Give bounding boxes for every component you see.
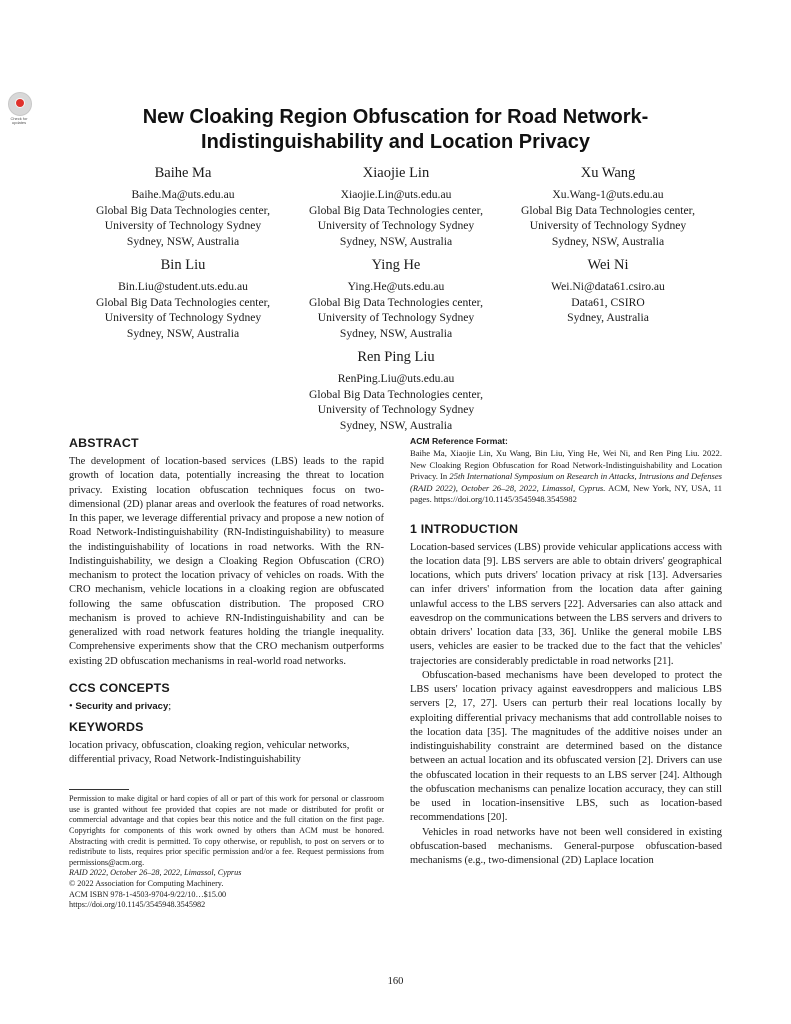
author-block — [498, 164, 718, 249]
author-affiliation: Data61, CSIRO — [571, 295, 645, 309]
author-affiliation: Global Big Data Technologies center, — [309, 295, 483, 309]
badge-label: Check for updates — [10, 116, 28, 125]
ccs-item — [69, 700, 384, 714]
author-block — [286, 348, 506, 433]
ccs-section — [69, 681, 384, 714]
abstract-text: The development of location-based services (LBS) leads to the rapid growth of location data, potentially increasing the threat to location privacy. Existing location obfuscation techniques focus on two-dimensional (2D) planar areas and overlook the features of road networks. In this paper, we leverage differential privacy and propose a new notion of Road Network-Indistinguishability (RN-Indistinguishability) to measure the indistinguishability of locations in road networks. With the RN-Indistinguishability, we design a Cloaking Region Obfuscation (CRO) mechanism to protect the location privacy of vehicles on roads. With the CRO mechanism, vehicle locations in a cloaking region are obfuscated following the same obfuscation distribution. The proposed CRO mechanism is proved to achieve RN-Indistinguishability and can be generalized with road network features holding the triangle inequality. Comprehensive experiments show that the CRO mechanism outperforms existing 2D obfuscation mechanisms in real-world road networks. — [69, 456, 384, 667]
author-block — [73, 164, 293, 249]
author-affiliation: Global Big Data Technologies center, — [521, 203, 695, 217]
author-email: Bin.Liu@student.uts.edu.au — [118, 280, 248, 293]
intro-paragraph: Location-based services (LBS) provide vehicular applications access with the location data [9]. LBS servers are able to obtain drivers' geographical locations, which puts drivers' location privacy at risk [13]. Adversaries can infer drivers' information from the location data after gaining unlawful access to the LBS servers [22]. Adversaries can also attack and eavesdrop on the communications between the LBS servers and drivers to obtain drivers' location data [33, 36]. Unlike the general mobile LBS users, vehicles are easier to be tracked due to the fact that the vehicles' trajectories are considerably predictable in road networks [21]. — [410, 541, 722, 667]
isbn-line: ACM ISBN 978-1-4503-9704-9/22/10…$15.00 — [69, 889, 227, 899]
author-block — [286, 256, 506, 341]
author-affiliation: University of Technology Sydney — [104, 219, 262, 232]
author-name: Bin Liu — [160, 257, 206, 273]
author-name: Ying He — [371, 257, 421, 273]
paper-title: New Cloaking Region Obfuscation for Road Network-Indistinguishability and Location Privacy — [142, 106, 649, 153]
acm-reference-text: Baihe Ma, Xiaojie Lin, Xu Wang, Bin Liu, Ying He, Wei Ni, and Ren Ping Liu. 2022. New Cloaking Region Obfuscation for Road Network-Indistinguishability and Location Privacy. In 25th International Symposium on Research in Attacks, Intrusions and Defenses (RAID 2022), October 26–28, 2022, Limassol, Cyprus. ACM, New York, NY, USA, 11 pages. https://doi.org/10.1145/3545948.3545982 — [410, 448, 722, 504]
author-name: Ren Ping Liu — [357, 349, 435, 365]
author-affiliation: Global Big Data Technologies center, — [309, 203, 483, 217]
author-affiliation: University of Technology Sydney — [317, 311, 475, 324]
copyright-line: © 2022 Association for Computing Machinery. — [69, 879, 224, 888]
ccs-heading: CCS CONCEPTS — [69, 680, 170, 695]
abstract-section — [69, 436, 384, 669]
acm-reference-heading: ACM Reference Format: — [410, 436, 508, 446]
author-name: Wei Ni — [587, 257, 629, 273]
author-name: Baihe Ma — [154, 165, 212, 181]
author-affiliation: Sydney, NSW, Australia — [126, 234, 240, 248]
author-affiliation: Sydney, NSW, Australia — [339, 234, 453, 248]
permission-notice: Permission to make digital or hard copies of all or part of this work for personal or classroom use is granted without fee provided that copies are not made or distributed for profit or commercial advantage and that copies bear this notice and the full citation on the first page. Copyrights for components of this work owned by others than ACM must be honored. Abstracting with credit is permitted. To copy otherwise, or republish, to post on servers or to redistribute to lists, requires prior specific permission and/or a fee. Request permissions from permissions@acm.org. — [69, 794, 384, 867]
author-affiliation: Global Big Data Technologies center, — [96, 295, 270, 309]
author-name: Xiaojie Lin — [362, 165, 430, 181]
intro-paragraph: Vehicles in road networks have not been well considered in existing obfuscation-based mechanisms. General-purpose obfuscation-based mechanisms (e.g., two-dimensional (2D) Laplace location — [410, 826, 722, 866]
author-affiliation: Sydney, NSW, Australia — [126, 326, 240, 340]
author-name: Xu Wang — [580, 165, 636, 181]
intro-paragraph: Obfuscation-based mechanisms have been developed to protect the LBS users' location privacy against eavesdroppers and malicious LBS servers [2, 17, 27]. Users can perturb their real locations locally by exploiting differential privacy mechanisms that add controllable noises to the location data [35]. The magnitudes of the additive noises under an indistinguishability constraint are determined based on the distance between an actual location and its obfuscated version [2]. Drivers can use the obfuscated location in their requests to an LBS server [24]. Although the obfuscation mechanisms can penalize location accuracy, they can still be used in location-insensitive LBS, such as location-based recommendations [20]. — [410, 669, 722, 824]
author-block — [498, 256, 718, 326]
author-block — [73, 256, 293, 341]
author-email: Xu.Wang-1@uts.edu.au — [552, 188, 664, 201]
check-for-updates-badge[interactable] — [6, 92, 32, 124]
author-affiliation: University of Technology Sydney — [317, 403, 475, 416]
footnote-divider — [69, 789, 129, 790]
page-number: 160 — [387, 976, 404, 987]
author-affiliation: Sydney, NSW, Australia — [551, 234, 665, 248]
author-email: RenPing.Liu@uts.edu.au — [337, 372, 455, 385]
doi-link[interactable]: https://doi.org/10.1145/3545948.3545982 — [69, 900, 206, 910]
author-affiliation: University of Technology Sydney — [104, 311, 262, 324]
author-affiliation: University of Technology Sydney — [317, 219, 475, 232]
keywords-text: location privacy, obfuscation, cloaking region, vehicular networks, differential privacy, Road Network-Indistinguishability — [69, 739, 350, 765]
author-email: Wei.Ni@data61.csiro.au — [551, 280, 665, 293]
author-affiliation: University of Technology Sydney — [529, 219, 687, 232]
author-affiliation: Global Big Data Technologies center, — [96, 203, 270, 217]
author-block — [286, 164, 506, 249]
ccs-bullet: • — [69, 700, 73, 712]
author-email: Baihe.Ma@uts.edu.au — [131, 188, 235, 201]
author-email: Ying.He@uts.edu.au — [347, 280, 445, 293]
author-email: Xiaojie.Lin@uts.edu.au — [340, 188, 452, 201]
abstract-heading: ABSTRACT — [69, 436, 139, 450]
conference-info: RAID 2022, October 26–28, 2022, Limassol, Cyprus — [69, 868, 242, 878]
ccs-concept: Security and privacy — [75, 700, 169, 712]
left-column — [69, 436, 384, 911]
author-affiliation: Sydney, Australia — [567, 311, 649, 324]
author-affiliation: Global Big Data Technologies center, — [309, 387, 483, 401]
right-column — [410, 436, 722, 868]
keywords-heading: KEYWORDS — [69, 719, 144, 734]
author-affiliation: Sydney, NSW, Australia — [339, 418, 453, 432]
introduction-heading: 1 INTRODUCTION — [410, 521, 519, 536]
ccs-suffix: ; — [168, 700, 172, 712]
author-affiliation: Sydney, NSW, Australia — [339, 326, 453, 340]
check-for-updates-icon — [8, 92, 32, 116]
keywords-section — [69, 720, 384, 768]
